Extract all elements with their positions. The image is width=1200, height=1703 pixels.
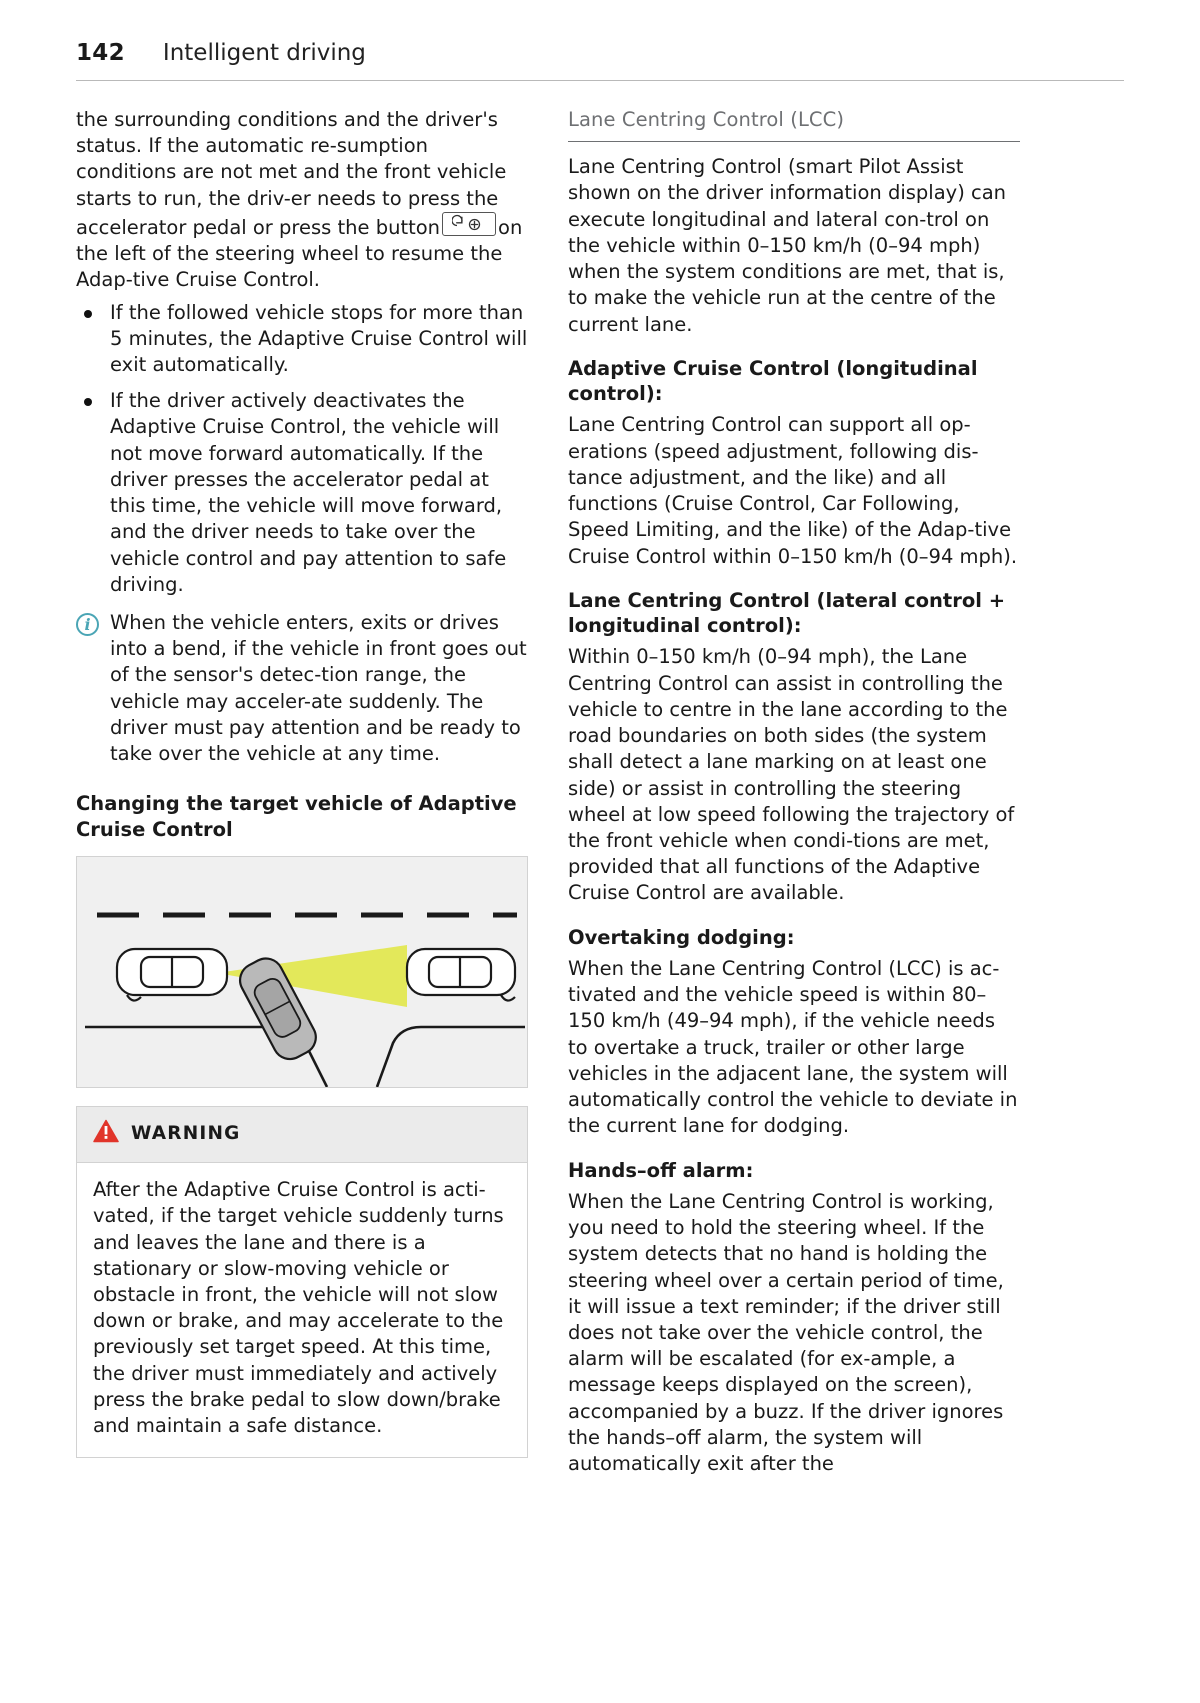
page-number: 142 [76, 40, 125, 66]
acc-longitudinal-paragraph: Lane Centring Control can support all op-erations (speed adjustment, following dis-tance adjustment, and the like) and all functions (Cruise Control, Car Following, Speed Limiting, and the like) of the Adap-tive Cruise Control within 0–150 km/h (0–94 mph). [568, 413, 1018, 568]
continued-paragraph [76, 107, 528, 294]
continued-paragraph-part1: the surrounding conditions and the driver's status. If the automatic re-sumption conditions are not met and the front vehicle starts to run, the driv-er needs to press the accelerator pedal or press the button [76, 108, 507, 239]
ego-vehicle [117, 949, 227, 1001]
diagram-svg [77, 857, 528, 1088]
two-column-body [76, 107, 1124, 1481]
acc-behaviour-list [76, 300, 528, 598]
section-heading-lcc: Lane Centring Control (LCC) [568, 107, 1020, 142]
overtaking-dodging-paragraph: When the Lane Centring Control (LCC) is ac-tivated and the vehicle speed is within 80–150 km/h (49–94 mph), if the vehicle needs to overtake a truck, trailer or other large vehicles in the adjacent lane, the system will automatically control the vehicle to deviate in the current lane for dodging. [568, 956, 1018, 1138]
list-item: If the driver actively deactivates the Adaptive Cruise Control, the vehicle will not move forward automatically. If the driver presses the accelerator pedal at this time, the vehicle will move forward, and the driver needs to take over the vehicle control and pay attention to safe driving. [76, 388, 528, 598]
sub-heading-changing-target: Changing the target vehicle of Adaptive Cruise Control [76, 792, 517, 841]
target-vehicle [407, 949, 515, 1001]
warning-header [77, 1107, 527, 1163]
sub-heading-overtaking-dodging: Overtaking dodging: [568, 925, 795, 949]
warning-box [76, 1106, 528, 1458]
right-column [568, 107, 1020, 1481]
sub-heading-acc-longitudinal: Adaptive Cruise Control (longitudinal control): [568, 356, 978, 406]
hands-off-alarm-paragraph: When the Lane Centring Control is working, you need to hold the steering wheel. If the system detects that no hand is holding the steering wheel over a certain period of time, it will issue a text reminder; if the driver still does not take over the vehicle control, the alarm will be escalated (for ex-ample, a message keeps displayed on the screen), accompanied by a buzz. If the driver ignores the hands–off alarm, the system will automatically exit after the [568, 1189, 1004, 1476]
resume-cruise-icon [442, 212, 496, 236]
sub-heading-lcc-lateral: Lane Centring Control (lateral control + longitudinal control): [568, 588, 1006, 638]
list-item: If the followed vehicle stops for more than 5 minutes, the Adaptive Cruise Control will exit automatically. [76, 300, 528, 379]
warning-text: After the Adaptive Cruise Control is acti-vated, if the target vehicle suddenly turns and leaves the lane and there is a stationary or slow-moving vehicle or obstacle in front, the vehicle will not slow down or brake, and may accelerate to the previously set target speed. At this time, the driver must immediately and actively press the brake pedal to slow down/brake and maintain a safe distance. [77, 1163, 527, 1457]
page-header [76, 40, 1124, 81]
warning-title: WARNING [131, 1123, 241, 1145]
continued-paragraph-part2: on the left of the steering wheel to resume the Adap-tive Cruise Control. [76, 215, 523, 292]
chapter-title: Intelligent driving [162, 40, 366, 66]
lcc-intro-paragraph: Lane Centring Control (smart Pilot Assist shown on the driver information display) can execute longitudinal and lateral con-trol on the vehicle within 0–150 km/h (0–94 mph) when the system conditions are met, that is, to make the vehicle run at the centre of the current lane. [568, 155, 1007, 336]
info-note [76, 610, 528, 767]
target-vehicle-change-diagram [76, 856, 528, 1088]
info-note-text: When the vehicle enters, exits or drives into a bend, if the vehicle in front goes out of the sensor's detec-tion range, the vehicle may acceler-ate suddenly. The driver must pay attention and be ready to take over the vehicle at any time. [110, 610, 527, 766]
sub-heading-hands-off-alarm: Hands–off alarm: [568, 1158, 754, 1182]
left-column [76, 107, 528, 1481]
warning-triangle-icon [93, 1119, 119, 1150]
lcc-lateral-paragraph: Within 0–150 km/h (0–94 mph), the Lane Centring Control can assist in controlling the vehicle to centre in the lane according to the road boundaries on both sides (the system shall detect a lane marking on at least one side) or assist in controlling the steering wheel at low speed following the trajectory of the front vehicle when condi-tions are met, provided that all functions of the Adaptive Cruise Control are available. [568, 645, 1015, 905]
info-icon: i [76, 613, 99, 636]
